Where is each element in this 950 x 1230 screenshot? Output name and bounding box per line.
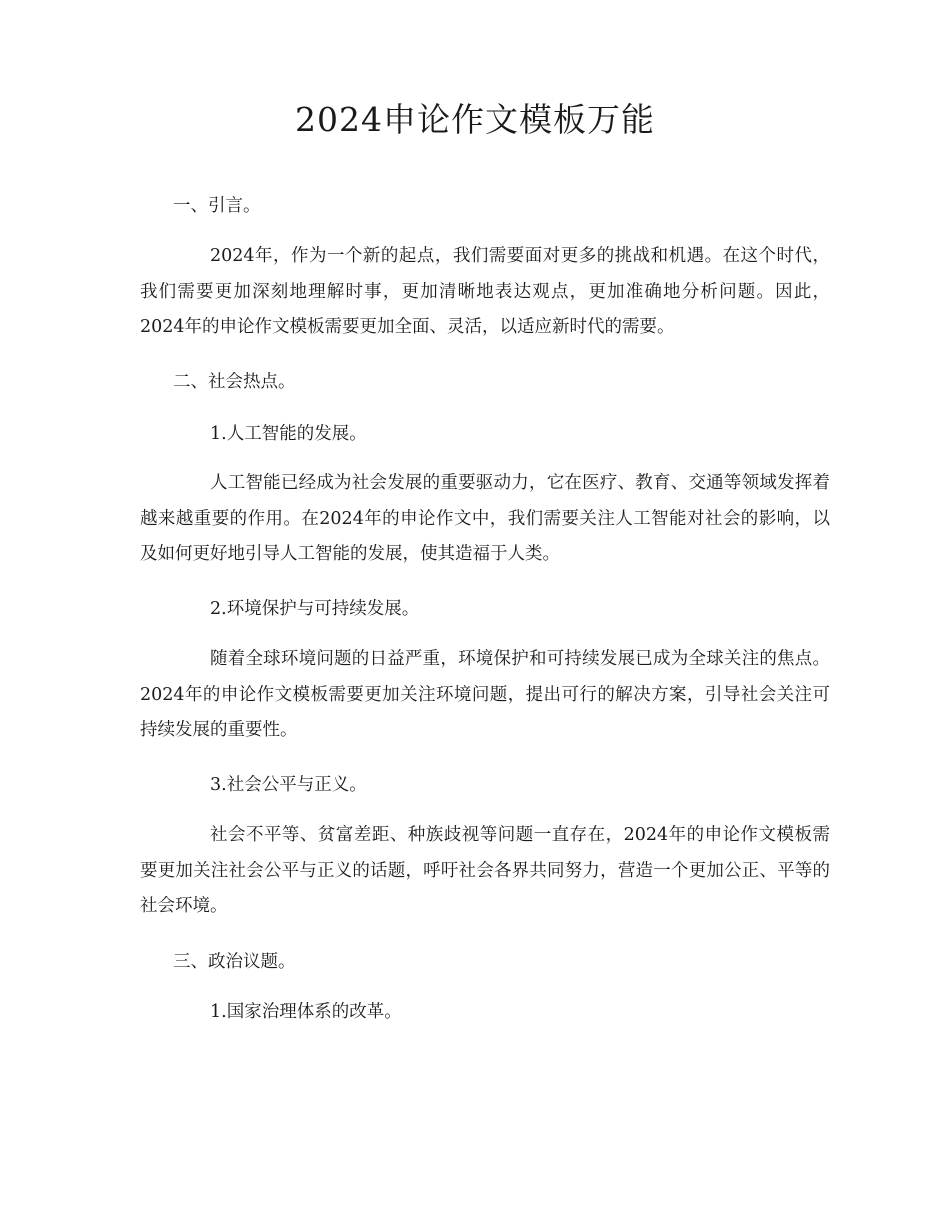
ai-development-paragraph: 人工智能已经成为社会发展的重要驱动力，它在医疗、教育、交通等领域发挥着越来越重要的作用。在2024年的申论作文中，我们需要关注人工智能对社会的影响，以及如何更好地引导人工智能的发展，使其造福于人类。 [140, 473, 830, 564]
subheading-ai-development: 1.人工智能的发展。 [210, 424, 367, 444]
section-heading-social-hotspots: 二、社会热点。 [173, 372, 296, 392]
environment-paragraph: 随着全球环境问题的日益严重，环境保护和可持续发展已成为全球关注的焦点。2024年的申论作文模板需要更加关注环境问题，提出可行的解决方案，引导社会关注可持续发展的重要性。 [140, 649, 830, 740]
document-title: 2024申论作文模板万能 [295, 100, 655, 139]
social-justice-paragraph: 社会不平等、贫富差距、种族歧视等问题一直存在，2024年的申论作文模板需要更加关注社会公平与正义的话题，呼吁社会各界共同努力，营造一个更加公正、平等的社会环境。 [140, 825, 830, 916]
subheading-social-justice: 3.社会公平与正义。 [210, 775, 367, 795]
section-heading-intro: 一、引言。 [173, 196, 261, 216]
intro-paragraph: 2024年，作为一个新的起点，我们需要面对更多的挑战和机遇。在这个时代，我们需要更加深刻地理解时事，更加清晰地表达观点，更加准确地分析问题。因此，2024年的申论作文模板需要更加全面、灵活，以适应新时代的需要。 [140, 246, 830, 337]
subheading-governance-reform: 1.国家治理体系的改革。 [210, 1002, 402, 1022]
section-heading-political-issues: 三、政治议题。 [173, 952, 296, 972]
subheading-environment: 2.环境保护与可持续发展。 [210, 599, 420, 619]
